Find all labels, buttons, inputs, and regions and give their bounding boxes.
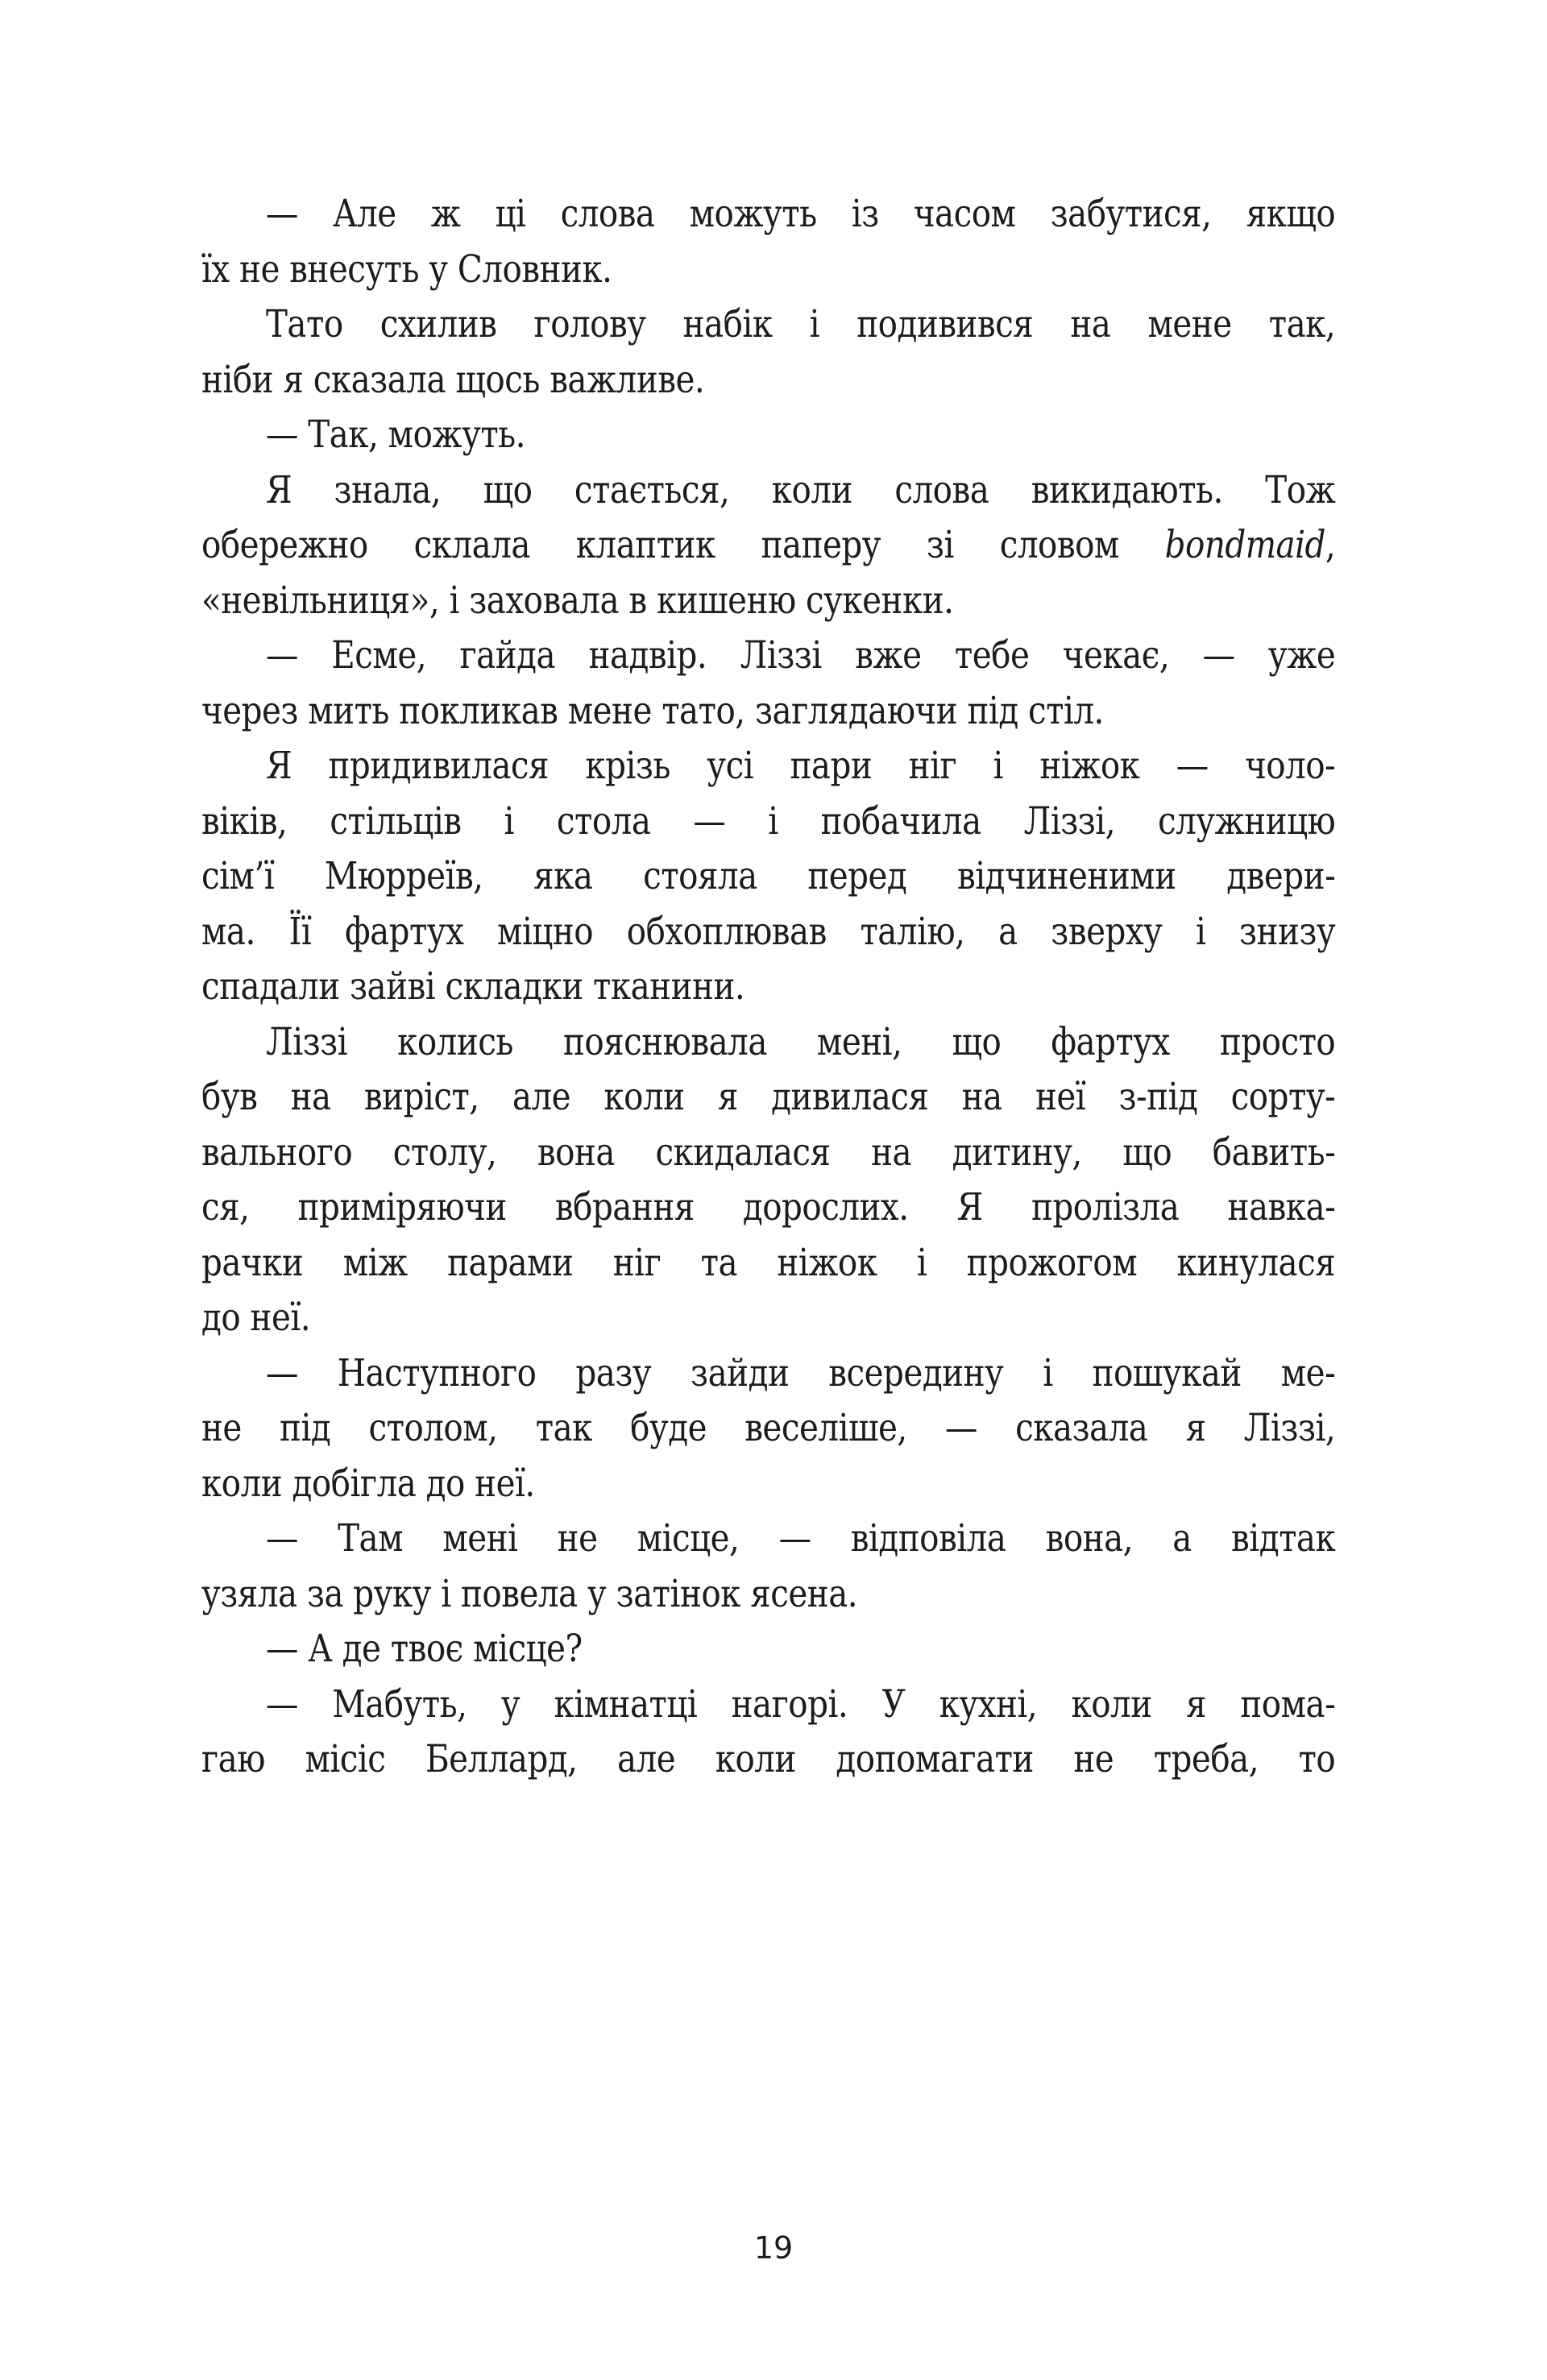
text-line-23: не під столом, так буде веселіше, — сказала я Ліззі, [201,1406,1336,1450]
text-line-17: був на виріст, але коли я дивилася на неї з-під сорту- [201,1075,1336,1119]
text-line-20: рачки між парами ніг та ніжок і прожогом кинулася [201,1240,1336,1285]
text-line-22: — Наступного разу зайди всередину і пошукай ме- [265,1350,1336,1395]
text-line-7-after: , [1325,523,1336,567]
text-line-12: віків, стільців і стола — і побачила Ліззі, служницю [201,798,1336,844]
text-line-1: — Але ж ці слова можуть із часом забутися, якщо [265,192,1336,236]
text-line-9: — Есме, гайда надвір. Ліззі вже тебе чекає, — уже [265,633,1336,678]
text-line-5: — Так, можуть. [265,413,526,457]
text-line-7 [201,518,1335,574]
page-number: 19 [753,2230,794,2266]
text-line-13: сім’ї Мюрреїв, яка стояла перед відчиненими двери- [201,854,1336,898]
text-line-8: «невільниця», і заховала в кишеню сукенки. [201,578,954,623]
text-line-10: через мить покликав мене тато, заглядаючи під стіл. [201,688,1104,733]
text-line-14: ма. Її фартух міцно обхоплював талію, а зверху і знизу [201,909,1336,954]
book-page-body [201,187,1335,1788]
text-line-24: коли добігла до неї. [201,1461,535,1506]
text-line-21: до неї. [201,1296,311,1340]
text-line-7-before: обережно склала клаптик паперу зі словом [201,523,1165,567]
text-line-3: Тато схилив голову набік і подивився на мене так, [265,302,1336,346]
text-line-26: узяла за руку і повела у затінок ясена. [201,1571,858,1616]
text-line-15: спадали зайві складки тканини. [201,964,745,1009]
text-line-19: ся, приміряючи вбрання дорослих. Я пролізла навка- [201,1185,1336,1229]
italic-word-bondmaid: bondmaid [1164,523,1325,567]
text-line-4: ніби я сказала щось важливе. [201,357,705,402]
text-line-18: вального столу, вона скидалася на дитину, що бавить- [201,1130,1336,1175]
text-line-6: Я знала, що стається, коли слова викидають. Тож [265,467,1336,512]
text-line-27: — А де твоє місце? [265,1627,583,1671]
text-line-2: їх не внесуть у Словник. [201,247,612,292]
text-line-25: — Там мені не місце, — відповіла вона, а відтак [265,1516,1336,1561]
text-line-29: гаю місіс Беллард, але коли допомагати не треба, то [201,1737,1336,1781]
text-line-28: — Мабуть, у кімнатці нагорі. У кухні, коли я пома- [265,1681,1336,1727]
text-line-16: Ліззі колись пояснювала мені, що фартух просто [265,1019,1336,1064]
text-line-11: Я придивилася крізь усі пари ніг і ніжок — чоло- [265,744,1336,788]
